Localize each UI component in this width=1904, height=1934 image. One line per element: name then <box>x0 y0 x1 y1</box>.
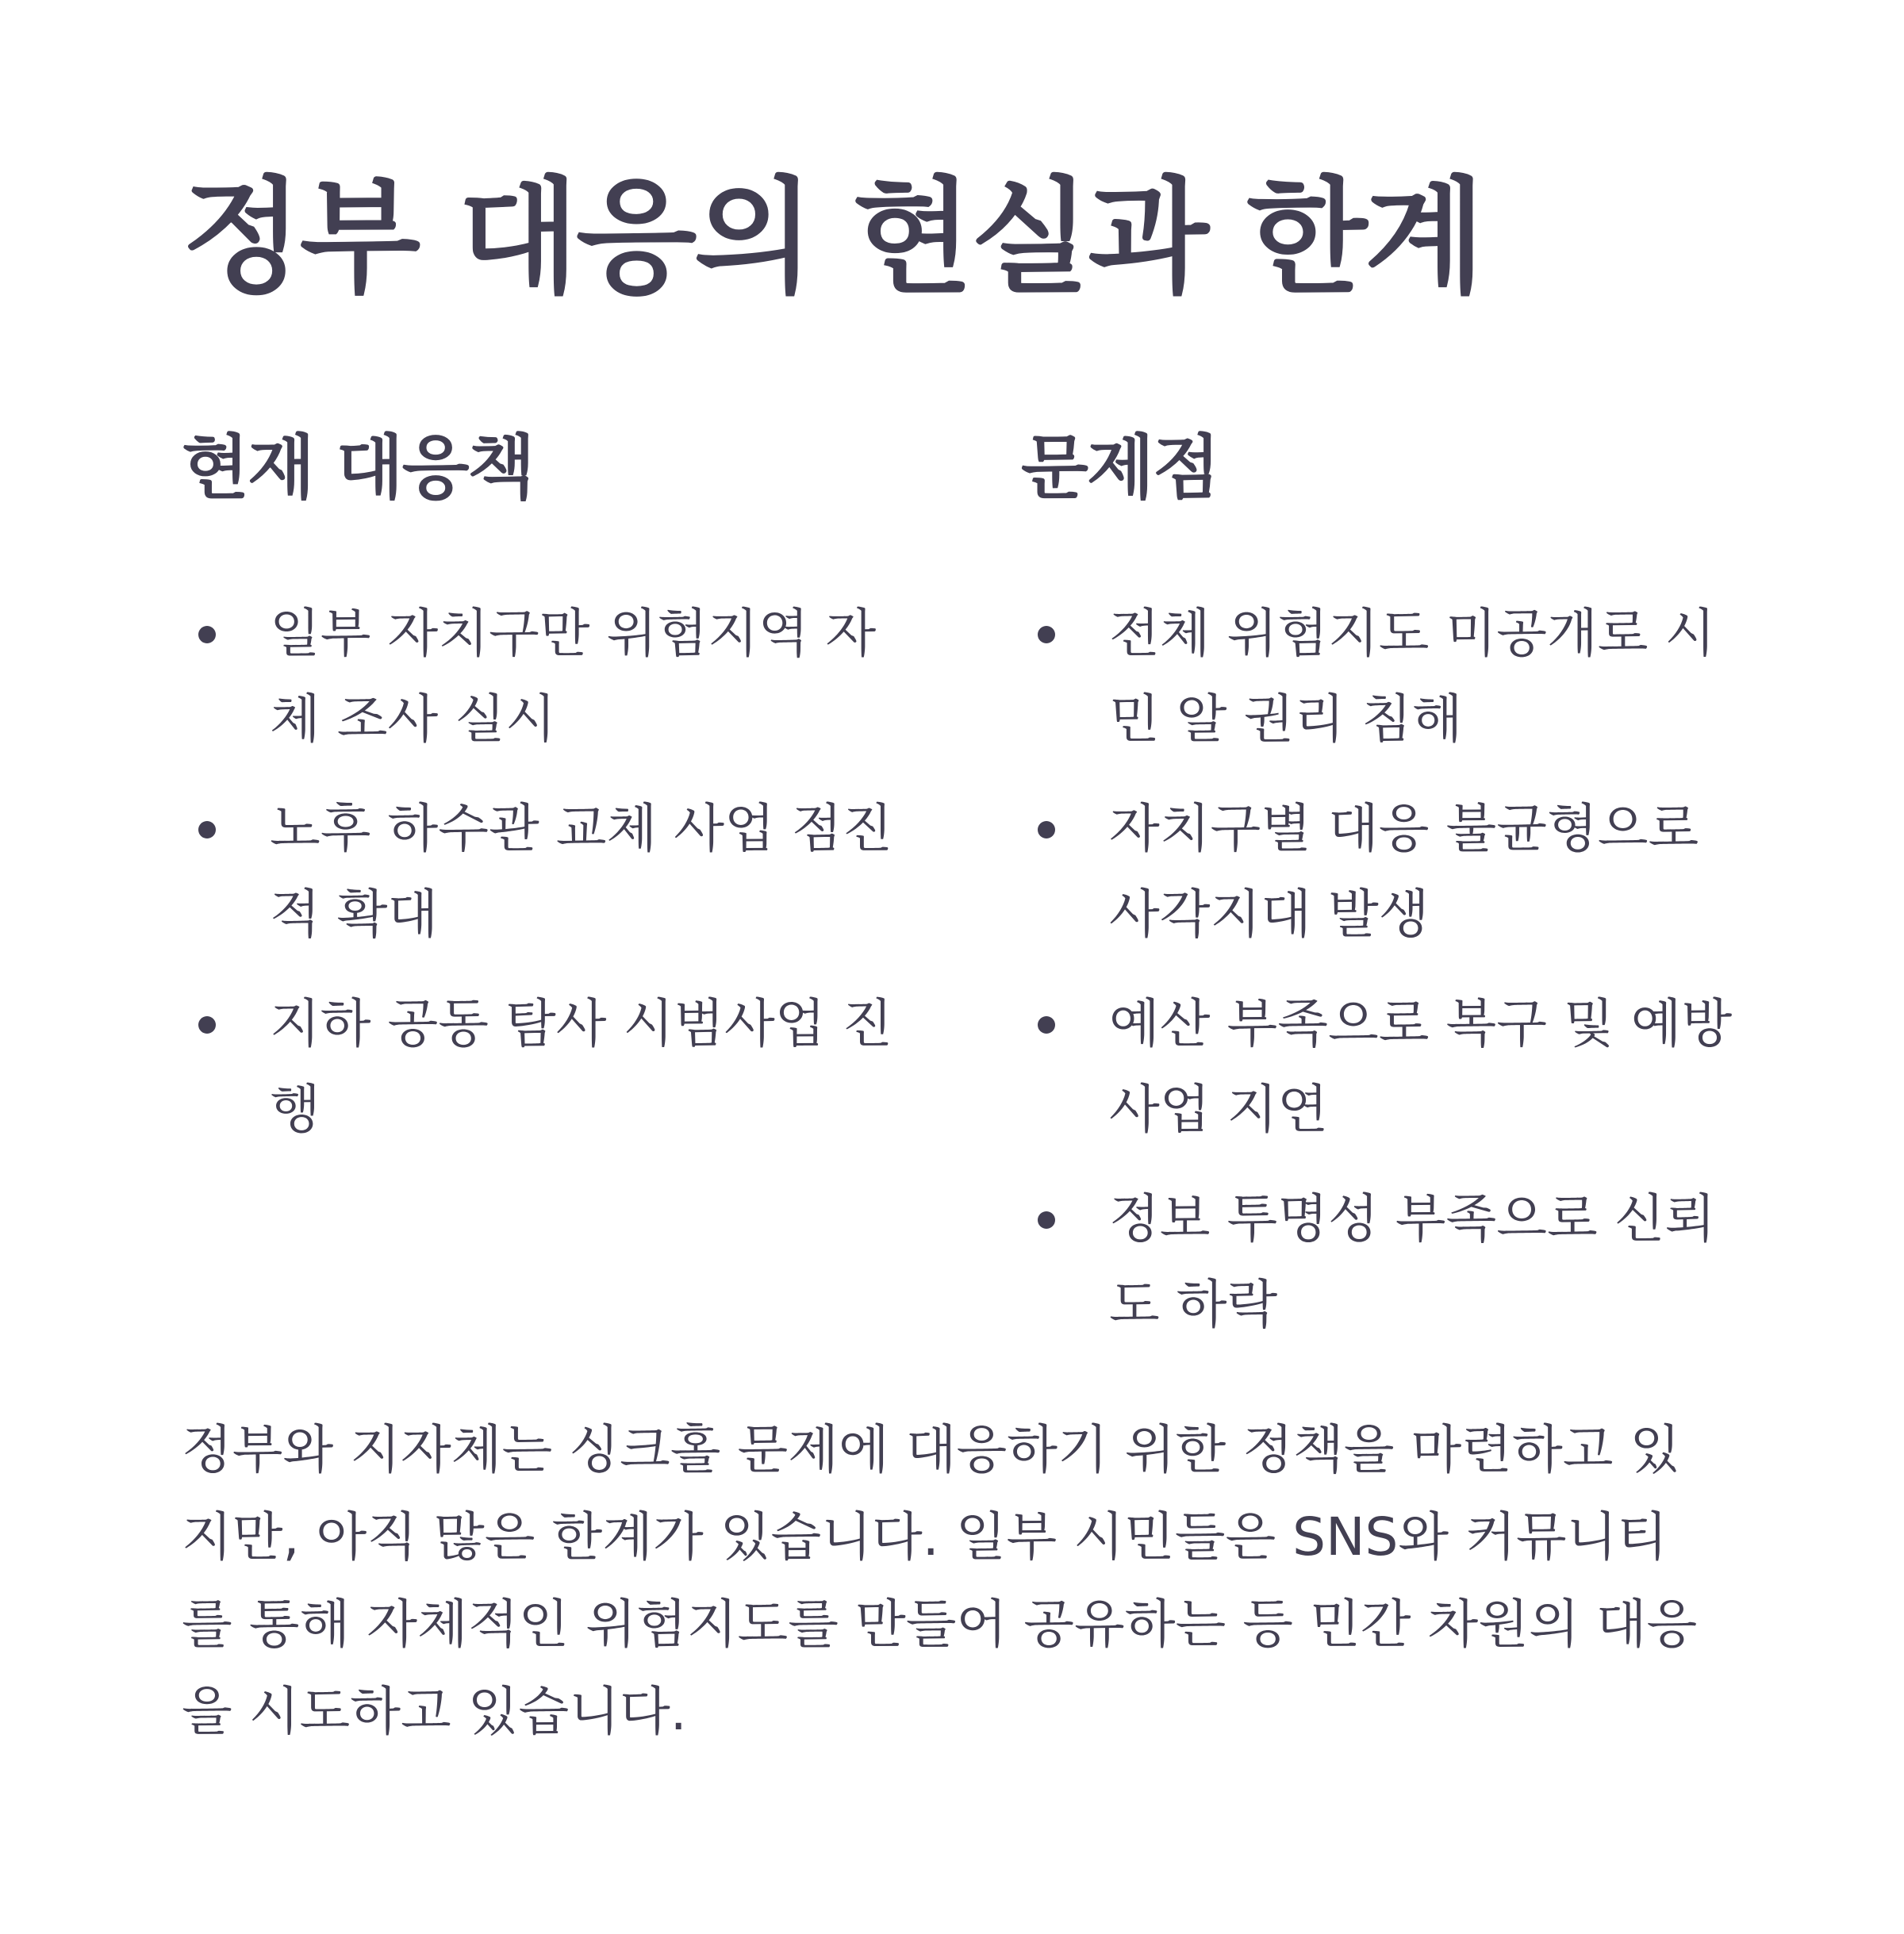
bullet-icon <box>198 821 216 838</box>
slide <box>182 0 1733 1934</box>
list-item <box>182 981 912 1153</box>
list-item <box>1021 981 1751 1153</box>
bullet-icon <box>198 626 216 643</box>
summary-paragraph: 정부와 지자체는 싱크홀 문제에 대응하기 위한 정책을 마련하고 있지만, 아직 많은 한계가 있습니다. 일부 시민들은 SNS와 커뮤니티를 통해 자체적인 위험지도를 만들어 공유하는 등 민간 차원의 대응을 시도하고 있습니다. <box>182 1419 1698 1742</box>
list-item-text: 일부 자치구만 위험지역 자체 조사 실시 <box>270 603 877 750</box>
list-item-text: 정보 투명성 부족으로 신뢰도 하락 <box>1109 1188 1716 1335</box>
list-item-text: 전체 위험지도 미공개로 시민 알 권리 침해 <box>1109 603 1716 750</box>
current-measures-column <box>182 420 912 1176</box>
bullet-icon <box>1038 821 1055 838</box>
list-item-text: 자치구별 대응 불균형으로 사각지대 발생 <box>1109 798 1699 945</box>
bullet-icon <box>198 1016 216 1034</box>
page-title: 정부 대응의 현실과 한계 <box>182 165 1483 311</box>
list-item-text: 노후 하수관 교체 사업 점진적 확대 <box>270 798 893 945</box>
list-item <box>1021 786 1751 957</box>
problems-list <box>1021 591 1751 1348</box>
current-measures-heading: 현재 대응책 <box>182 427 534 508</box>
list-item <box>1021 1176 1751 1348</box>
list-item <box>1021 591 1751 762</box>
current-measures-list <box>182 591 912 1153</box>
list-item <box>182 786 912 957</box>
bullet-icon <box>1038 626 1055 643</box>
list-item-text: 지하 공동 탐사 시범사업 진행 <box>270 993 893 1140</box>
bullet-icon <box>1038 1016 1055 1034</box>
list-item-text: 예산 부족으로 복구 및 예방사업 지연 <box>1109 993 1733 1140</box>
bullet-icon <box>1038 1211 1055 1229</box>
problems-column <box>1021 420 1751 1372</box>
problems-heading: 문제점 <box>1021 427 1219 508</box>
list-item <box>182 591 912 762</box>
